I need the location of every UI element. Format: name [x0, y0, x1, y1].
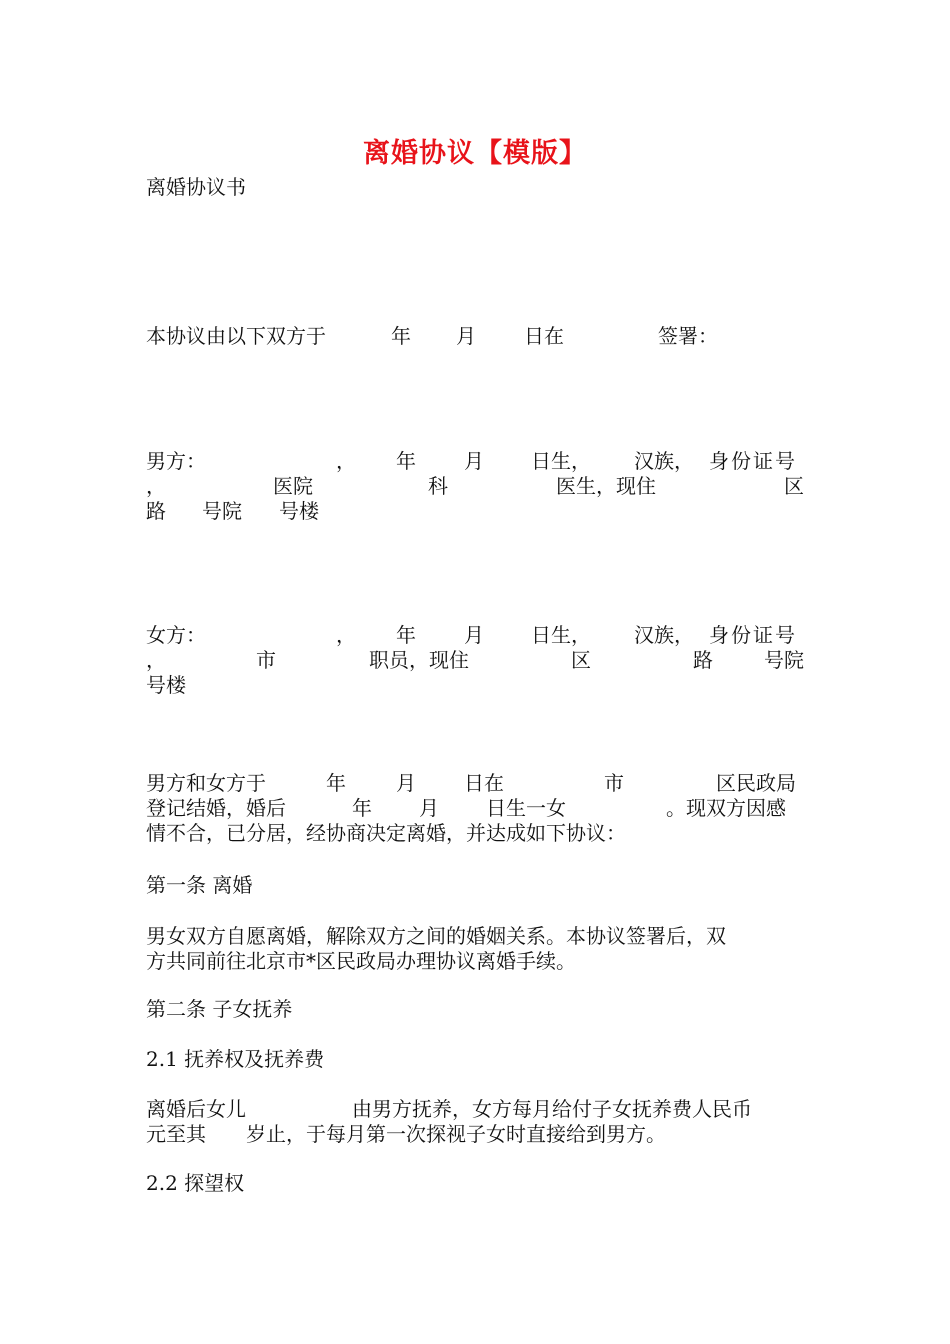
- female-road: 路: [693, 648, 713, 672]
- marriage-city: 市: [604, 771, 624, 795]
- female-born: 日生，: [531, 623, 591, 647]
- marriage-daughter: 日生一女: [486, 796, 566, 820]
- male-party-paragraph: [146, 449, 806, 524]
- male-line-1: [146, 449, 806, 474]
- female-comma-2: ，: [146, 648, 166, 672]
- female-district: 区: [571, 648, 591, 672]
- marriage-year-2: 年: [352, 796, 372, 820]
- document-subtitle: 离婚协议书: [146, 175, 246, 199]
- signing-intro: 本协议由以下双方于: [146, 324, 326, 348]
- male-building: 号楼: [279, 499, 319, 523]
- article-1-line-1: 男女双方自愿离婚，解除双方之间的婚姻关系。本协议签署后，双: [146, 924, 726, 948]
- marriage-day-at: 日在: [464, 771, 504, 795]
- marriage-line-2: [146, 796, 806, 821]
- male-district: 区: [784, 474, 804, 498]
- custody-terms: 由男方抚养，女方每月给付子女抚养费人民币: [352, 1097, 752, 1121]
- signing-paragraph: [146, 324, 806, 349]
- male-id-label: 身份证号: [709, 449, 797, 473]
- section-2-1-heading: 2.1 抚养权及抚养费: [146, 1047, 325, 1071]
- marriage-now: 。现双方因感: [666, 796, 786, 820]
- signing-line: [146, 324, 806, 349]
- male-month: 月: [464, 449, 484, 473]
- male-born: 日生，: [531, 449, 591, 473]
- female-comma: ，: [336, 623, 356, 647]
- signing-sign: 签署：: [658, 324, 718, 348]
- article-1-body: [146, 924, 806, 974]
- support-until: 元至其: [146, 1122, 206, 1146]
- male-line-3: [146, 499, 806, 524]
- custody-daughter: 离婚后女儿: [146, 1097, 246, 1121]
- marriage-intro: 男方和女方于: [146, 771, 266, 795]
- female-building: 号楼: [146, 673, 186, 697]
- female-courtyard: 号院: [764, 648, 804, 672]
- article-2-heading: 第二条 子女抚养: [146, 997, 293, 1021]
- marriage-line-1: [146, 771, 806, 796]
- document-title: 离婚协议【模版】: [363, 138, 587, 169]
- female-line-1: [146, 623, 806, 648]
- female-label: 女方：: [146, 623, 206, 647]
- female-ethnicity: 汉族，: [634, 623, 694, 647]
- female-line-3: [146, 673, 806, 698]
- section-2-1-line-2: [146, 1122, 806, 1147]
- male-hospital: 医院: [273, 474, 313, 498]
- marriage-month-2: 月: [419, 796, 439, 820]
- male-year: 年: [396, 449, 416, 473]
- marriage-year: 年: [326, 771, 346, 795]
- article-1-heading: 第一条 离婚: [146, 873, 253, 897]
- female-month: 月: [464, 623, 484, 647]
- section-2-2-heading: 2.2 探望权: [146, 1171, 245, 1195]
- male-comma-2: ，: [146, 474, 166, 498]
- female-id-label: 身份证号: [709, 623, 797, 647]
- female-party-paragraph: [146, 623, 806, 698]
- male-label: 男方：: [146, 449, 206, 473]
- male-road: 路: [146, 499, 166, 523]
- male-doctor: 医生，现住: [556, 474, 656, 498]
- male-ethnicity: 汉族，: [634, 449, 694, 473]
- female-staff: 职员，现住: [369, 648, 469, 672]
- marriage-paragraph: [146, 771, 806, 846]
- section-2-1-line-1: [146, 1097, 806, 1122]
- article-1-line-2: 方共同前往北京市*区民政局办理协议离婚手续。: [146, 949, 576, 973]
- section-2-1-body: [146, 1097, 806, 1147]
- male-line-2: [146, 474, 806, 499]
- marriage-month: 月: [396, 771, 416, 795]
- marriage-line-3: 情不合，已分居，经协商决定离婚，并达成如下协议：: [146, 821, 626, 845]
- male-dept: 科: [428, 474, 448, 498]
- signing-year: 年: [391, 324, 411, 348]
- signing-month: 月: [456, 324, 476, 348]
- marriage-bureau: 区民政局: [716, 771, 796, 795]
- marriage-registered: 登记结婚，婚后: [146, 796, 286, 820]
- female-line-2: [146, 648, 806, 673]
- female-city: 市: [256, 648, 276, 672]
- female-year: 年: [396, 623, 416, 647]
- male-courtyard: 号院: [202, 499, 242, 523]
- signing-day-at: 日在: [524, 324, 564, 348]
- male-comma: ，: [336, 449, 356, 473]
- support-payment: 岁止，于每月第一次探视子女时直接给到男方。: [246, 1122, 666, 1146]
